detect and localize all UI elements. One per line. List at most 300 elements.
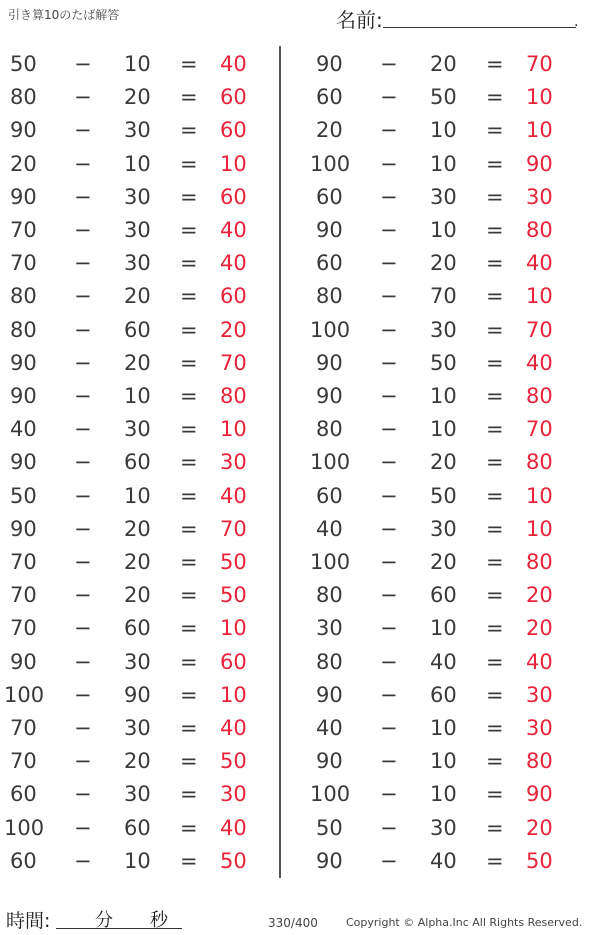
answer: 40 [220,716,247,740]
name-label: 名前: [336,8,383,32]
equals-sign: = [486,583,504,608]
minuend: 90 [316,384,343,408]
minuend: 90 [316,682,343,707]
subtrahend: 40 [430,848,457,873]
answer: 30 [220,782,247,807]
minus-sign: − [380,815,398,840]
column-divider [279,46,281,878]
minuend: 60 [10,782,37,807]
equals-sign: = [180,284,198,309]
equals-sign: = [180,516,198,541]
problem-row [312,181,572,214]
minuend: 70 [10,749,37,774]
subtrahend: 60 [430,583,457,608]
equals-sign: = [180,218,198,242]
minus-sign: − [74,716,92,740]
answer: 50 [220,550,247,574]
subtrahend: 30 [124,118,151,143]
problem-row [312,745,572,778]
minus-sign: − [74,85,92,110]
problem-row [4,812,268,845]
minuend: 40 [316,516,343,541]
minuend: 100 [310,450,351,475]
answer: 60 [220,118,247,143]
equals-sign: = [180,384,198,408]
answer: 50 [220,848,247,873]
subtrahend: 30 [124,782,151,807]
equals-sign: = [486,251,504,276]
minus-sign: − [74,550,92,574]
equals-sign: = [486,384,504,408]
answer: 40 [526,251,553,276]
minus-sign: − [380,682,398,707]
answer: 50 [526,848,553,873]
minuend: 20 [316,118,343,143]
problem-row [8,247,268,280]
minus-sign: − [74,350,92,375]
name-input-line[interactable] [383,27,576,28]
equals-sign: = [180,350,198,375]
answer: 70 [220,350,247,375]
equals-sign: = [486,516,504,541]
problem-row [312,712,572,745]
problem-row [312,778,572,811]
equals-sign: = [486,450,504,475]
subtrahend: 10 [430,384,457,408]
subtrahend: 60 [124,317,151,342]
answer: 80 [526,450,553,475]
subtrahend: 10 [430,151,457,176]
minuend: 60 [10,848,37,873]
subtrahend: 10 [430,118,457,143]
problem-row [312,612,572,645]
answer: 20 [526,815,553,840]
answer: 10 [220,616,247,641]
minus-sign: − [380,52,398,76]
answer: 50 [220,749,247,774]
problem-row [8,280,268,313]
subtrahend: 30 [124,218,151,242]
minuend: 100 [310,151,351,176]
minuend: 80 [316,649,343,674]
problem-row [8,480,268,513]
problem-row [312,812,572,845]
problem-row [312,347,572,380]
minuend: 90 [316,350,343,375]
answer: 70 [220,516,247,541]
minuend: 60 [316,85,343,110]
subtrahend: 10 [430,782,457,807]
problem-row [4,679,268,712]
problem-row [8,446,268,479]
minus-sign: − [380,384,398,408]
problem-row [8,745,268,778]
problem-row [8,579,268,612]
subtrahend: 10 [430,716,457,740]
minuend: 100 [310,317,351,342]
equals-sign: = [180,483,198,508]
minus-sign: − [380,284,398,309]
minuend: 80 [316,583,343,608]
answer: 70 [526,52,553,76]
equals-sign: = [486,848,504,873]
subtrahend: 20 [430,450,457,475]
copyright-notice: Copyright © Alpha.Inc All Rights Reserved. [346,916,583,929]
answer: 90 [526,782,553,807]
seconds-label: 秒 [150,910,168,931]
equals-sign: = [180,848,198,873]
minuend: 80 [316,284,343,309]
minuend: 20 [10,151,37,176]
subtrahend: 20 [124,583,151,608]
equals-sign: = [486,782,504,807]
minus-sign: − [74,682,92,707]
time-label: 時間: [6,910,51,932]
subtrahend: 60 [124,450,151,475]
minuend: 80 [10,284,37,309]
minus-sign: − [74,417,92,442]
minuend: 50 [10,483,37,508]
equals-sign: = [180,151,198,176]
problem-row [312,513,572,546]
minuend: 90 [316,749,343,774]
answer: 80 [526,384,553,408]
answer: 20 [526,583,553,608]
minus-sign: − [380,317,398,342]
answer: 40 [220,52,247,76]
answer: 60 [220,284,247,309]
minus-sign: − [380,616,398,641]
subtrahend: 10 [430,616,457,641]
equals-sign: = [486,184,504,209]
subtrahend: 10 [124,384,151,408]
minus-sign: − [74,218,92,242]
page-number: 330/400 [268,916,318,930]
worksheet-title: 引き算10のたば解答 [8,8,120,22]
answer: 80 [526,550,553,574]
subtrahend: 10 [430,218,457,242]
equals-sign: = [180,85,198,110]
equals-sign: = [180,184,198,209]
subtrahend: 30 [430,815,457,840]
equals-sign: = [180,550,198,574]
equals-sign: = [486,350,504,375]
minuend: 100 [310,550,351,574]
equals-sign: = [486,716,504,740]
subtrahend: 30 [124,251,151,276]
minuend: 90 [10,516,37,541]
minuend: 100 [310,782,351,807]
subtrahend: 60 [124,616,151,641]
minuend: 90 [316,218,343,242]
minus-sign: − [380,417,398,442]
minuend: 90 [316,52,343,76]
answer: 40 [220,483,247,508]
minus-sign: − [74,848,92,873]
minuend: 70 [10,251,37,276]
problem-row [312,446,572,479]
answer: 40 [220,251,247,276]
answer: 70 [526,417,553,442]
minuend: 90 [10,384,37,408]
minuend: 60 [316,184,343,209]
minuend: 70 [10,616,37,641]
subtrahend: 20 [124,516,151,541]
equals-sign: = [180,317,198,342]
equals-sign: = [486,284,504,309]
equals-sign: = [180,716,198,740]
subtrahend: 50 [430,350,457,375]
minuend: 90 [316,848,343,873]
subtrahend: 40 [430,649,457,674]
subtrahend: 10 [124,483,151,508]
minus-sign: − [74,516,92,541]
minus-sign: − [380,782,398,807]
minus-sign: − [380,218,398,242]
answer: 50 [220,583,247,608]
answer: 10 [526,516,553,541]
subtrahend: 60 [124,815,151,840]
minus-sign: − [74,284,92,309]
minus-sign: − [74,384,92,408]
minus-sign: − [380,749,398,774]
subtrahend: 20 [124,284,151,309]
minus-sign: − [380,151,398,176]
minus-sign: − [74,118,92,143]
problem-row [312,480,572,513]
problem-row [312,579,572,612]
answer: 20 [220,317,247,342]
minuend: 50 [10,52,37,76]
subtrahend: 10 [124,151,151,176]
problem-row [8,314,268,347]
problem-row [312,679,572,712]
problem-row [8,214,268,247]
answer: 40 [526,649,553,674]
equals-sign: = [486,649,504,674]
equals-sign: = [180,782,198,807]
subtrahend: 20 [430,550,457,574]
minuend: 60 [316,483,343,508]
subtrahend: 30 [430,317,457,342]
minuend: 90 [10,649,37,674]
problem-row [8,712,268,745]
minus-sign: − [380,848,398,873]
answer: 10 [220,417,247,442]
equals-sign: = [180,815,198,840]
answer: 30 [526,716,553,740]
problem-row [8,646,268,679]
subtrahend: 30 [124,184,151,209]
problem-row [312,546,572,579]
problem-row [8,114,268,147]
subtrahend: 50 [430,483,457,508]
minus-sign: − [380,516,398,541]
minuend: 80 [10,317,37,342]
problem-row [312,646,572,679]
minus-sign: − [74,616,92,641]
answer: 60 [220,649,247,674]
problem-row [8,148,268,181]
answer: 20 [526,616,553,641]
minus-sign: − [74,782,92,807]
minus-sign: − [74,450,92,475]
subtrahend: 20 [430,52,457,76]
equals-sign: = [486,749,504,774]
answer: 10 [526,284,553,309]
equals-sign: = [180,450,198,475]
answer: 30 [526,682,553,707]
minuend: 60 [316,251,343,276]
minus-sign: − [74,52,92,76]
problem-row [8,48,268,81]
subtrahend: 20 [124,350,151,375]
minus-sign: − [74,317,92,342]
answer: 10 [220,682,247,707]
minuend: 70 [10,716,37,740]
minuend: 90 [10,118,37,143]
equals-sign: = [486,151,504,176]
equals-sign: = [486,550,504,574]
equals-sign: = [180,118,198,143]
subtrahend: 30 [124,716,151,740]
equals-sign: = [486,815,504,840]
minus-sign: − [380,118,398,143]
minus-sign: − [74,151,92,176]
minuend: 80 [10,85,37,110]
problem-row [8,845,268,878]
answer: 60 [220,85,247,110]
minus-sign: − [380,583,398,608]
problem-row [8,81,268,114]
minus-sign: − [380,450,398,475]
answer: 30 [220,450,247,475]
problem-row [312,845,572,878]
answer: 60 [220,184,247,209]
problem-row [312,413,572,446]
minus-sign: − [380,251,398,276]
subtrahend: 20 [430,251,457,276]
subtrahend: 50 [430,85,457,110]
problem-row [8,380,268,413]
answer: 80 [526,749,553,774]
equals-sign: = [180,749,198,774]
answer: 40 [220,815,247,840]
equals-sign: = [486,118,504,143]
minus-sign: − [380,483,398,508]
minuend: 90 [10,450,37,475]
problem-row [312,280,572,313]
minus-sign: − [74,483,92,508]
problem-row [8,513,268,546]
problem-row [8,778,268,811]
problem-row [8,546,268,579]
name-line-dot: . [574,14,579,30]
problem-row [312,48,572,81]
answer: 10 [526,85,553,110]
minus-sign: − [380,85,398,110]
minuend: 70 [10,218,37,242]
minus-sign: − [380,649,398,674]
problem-row [8,612,268,645]
minus-sign: − [74,184,92,209]
equals-sign: = [180,251,198,276]
problem-row [312,380,572,413]
equals-sign: = [486,616,504,641]
minuend: 30 [316,616,343,641]
minus-sign: − [380,184,398,209]
equals-sign: = [180,682,198,707]
minuend: 70 [10,550,37,574]
problem-row [312,247,572,280]
subtrahend: 10 [430,417,457,442]
minuend: 100 [4,682,45,707]
equals-sign: = [180,649,198,674]
problem-row [8,413,268,446]
minuend: 70 [10,583,37,608]
answer: 10 [526,483,553,508]
answer: 40 [526,350,553,375]
minus-sign: − [74,749,92,774]
equals-sign: = [486,483,504,508]
problem-row [312,114,572,147]
minus-sign: − [74,815,92,840]
answer: 70 [526,317,553,342]
equals-sign: = [486,682,504,707]
problem-row [312,81,572,114]
minuend: 90 [10,184,37,209]
equals-sign: = [486,218,504,242]
equals-sign: = [180,583,198,608]
minus-sign: − [74,649,92,674]
problem-row [8,347,268,380]
subtrahend: 30 [124,649,151,674]
subtrahend: 20 [124,550,151,574]
equals-sign: = [180,417,198,442]
minuend: 40 [10,417,37,442]
minuend: 50 [316,815,343,840]
subtrahend: 20 [124,749,151,774]
answer: 80 [220,384,247,408]
answer: 10 [220,151,247,176]
minutes-label: 分 [95,910,113,931]
subtrahend: 70 [430,284,457,309]
problem-row [312,314,572,347]
equals-sign: = [180,52,198,76]
equals-sign: = [486,417,504,442]
answer: 40 [220,218,247,242]
subtrahend: 90 [124,682,151,707]
problem-row [312,214,572,247]
minus-sign: − [380,716,398,740]
answer: 80 [526,218,553,242]
equals-sign: = [486,52,504,76]
problem-row [8,181,268,214]
minuend: 90 [10,350,37,375]
answer: 90 [526,151,553,176]
minuend: 100 [4,815,45,840]
minus-sign: − [74,251,92,276]
subtrahend: 60 [430,682,457,707]
subtrahend: 10 [430,749,457,774]
minuend: 80 [316,417,343,442]
subtrahend: 30 [430,516,457,541]
subtrahend: 20 [124,85,151,110]
equals-sign: = [180,616,198,641]
answer: 30 [526,184,553,209]
subtrahend: 30 [124,417,151,442]
equals-sign: = [486,317,504,342]
